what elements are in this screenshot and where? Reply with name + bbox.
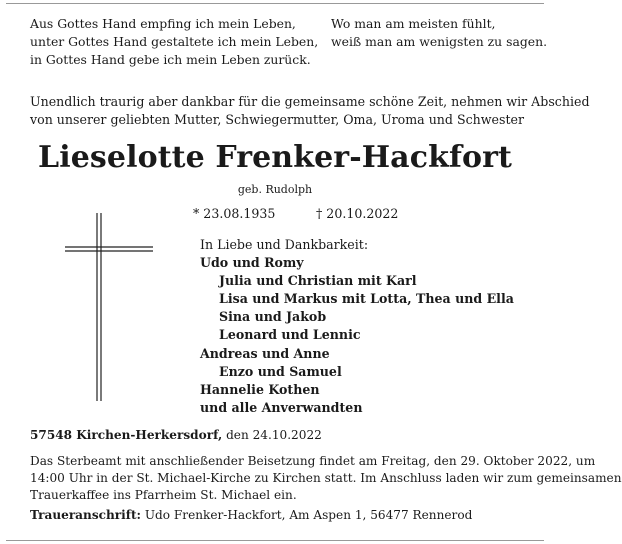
top-border — [6, 3, 544, 4]
family-member: Andreas und Anne — [200, 345, 330, 361]
family-member: Leonard und Lennic — [219, 327, 361, 343]
bottom-border — [6, 540, 544, 541]
address-value: Udo Frenker-Hackfort, Am Aspen 1, 56477 Rennerod — [141, 508, 473, 522]
funeral-notice — [30, 453, 622, 504]
death-date: † 20.10.2022 — [316, 206, 399, 221]
intro-line: von unserer geliebten Mutter, Schwiegermutter, Oma, Uroma und Schwester — [30, 112, 524, 127]
family-member: Lisa und Markus mit Lotta, Thea und Ella — [219, 291, 514, 307]
deceased-name: Lieselotte Frenker-Hackfort — [38, 140, 512, 175]
family-member: Julia und Christian mit Karl — [219, 273, 417, 289]
place-location: 57548 Kirchen-Herkersdorf, — [30, 428, 223, 442]
poem-right-line: Wo man am meisten fühlt, — [331, 16, 496, 31]
family-heading: In Liebe und Dankbarkeit: — [200, 237, 369, 252]
place-date — [30, 428, 322, 442]
family-member: und alle Anverwandten — [200, 399, 363, 415]
mourning-address — [30, 508, 472, 522]
poem-left — [30, 15, 318, 69]
maiden-name: geb. Rudolph — [237, 183, 313, 196]
poem-left-line: unter Gottes Hand gestaltete ich mein Leben, — [30, 34, 319, 49]
poem-left-line: Aus Gottes Hand empfing ich mein Leben, — [30, 16, 296, 31]
notice-line: Trauerkaffee ins Pfarrheim St. Michael ein. — [30, 488, 297, 502]
family-member: Sina und Jakob — [219, 309, 327, 325]
cross-icon — [65, 213, 155, 403]
poem-left-line: in Gottes Hand gebe ich mein Leben zurück. — [30, 52, 311, 67]
birth-date: * 23.08.1935 — [193, 206, 276, 221]
family-member: Hannelie Kothen — [200, 381, 320, 397]
poem-right-line: weiß man am wenigsten zu sagen. — [331, 34, 548, 49]
family-member: Enzo und Samuel — [219, 363, 342, 379]
address-label: Traueranschrift: — [30, 508, 141, 522]
family-member: Udo und Romy — [200, 255, 304, 271]
intro-line: Unendlich traurig aber dankbar für die gemeinsame schöne Zeit, nehmen wir Abschied — [30, 94, 590, 109]
poem-right — [331, 15, 547, 51]
family-list — [200, 236, 514, 417]
intro-text — [30, 93, 590, 129]
notice-line: 14:00 Uhr in der St. Michael-Kirche zu Kirchen statt. Im Anschluss laden wir zum gemeinsamen — [30, 471, 622, 485]
place-date-value: den 24.10.2022 — [222, 428, 322, 442]
notice-line: Das Sterbeamt mit anschließender Beisetzung findet am Freitag, den 29. Oktober 2022, um — [30, 454, 596, 468]
